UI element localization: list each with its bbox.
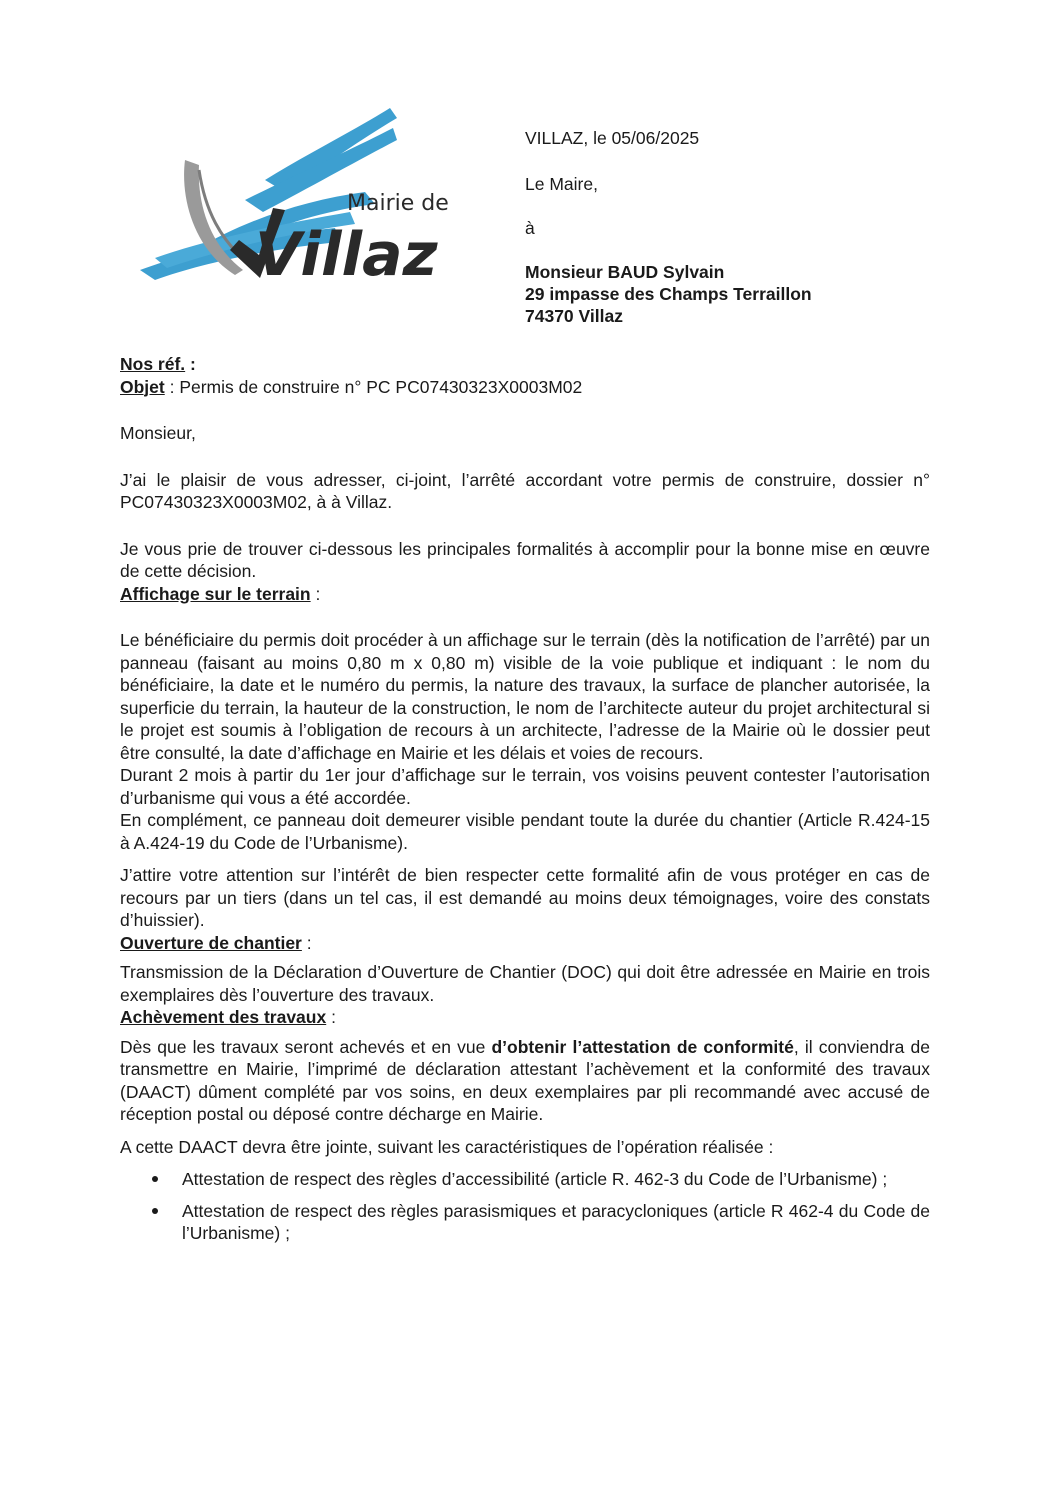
- objet-label: Objet: [120, 376, 165, 397]
- affichage-paragraph-3: En complément, ce panneau doit demeurer visible pendant toute la durée du chantier (Article R.424-15 à A.424-19 du Code de l’Urbanisme).: [120, 810, 930, 853]
- recipient-city: 74370 Villaz: [525, 306, 623, 326]
- list-item-text: Attestation de respect des règles parasismiques et paracycloniques (article R 462-4 du Code de l’Urbanisme) ;: [182, 1200, 930, 1243]
- bullet-icon: [152, 1208, 158, 1214]
- intro-paragraph-2: Je vous prie de trouver ci-dessous les principales formalités à accomplir pour la bonne mise en œuvre de cette décision.: [120, 538, 930, 581]
- mairie-de-villaz-logo: [135, 100, 475, 290]
- sender: Le Maire,: [525, 174, 598, 194]
- requirements-list: [120, 1168, 930, 1245]
- ouverture-heading-text: Ouverture de chantier: [120, 932, 302, 953]
- bullet-icon: [152, 1176, 158, 1182]
- list-item: [120, 1168, 930, 1191]
- achevement-paragraph-1: [120, 1036, 930, 1126]
- to-label: à: [525, 218, 535, 238]
- affichage-heading-text: Affichage sur le terrain: [120, 583, 311, 604]
- list-item: [120, 1200, 930, 1245]
- objet-line: [120, 376, 930, 399]
- ref-line: [120, 353, 930, 376]
- logo-line1: Mairie de: [347, 191, 449, 216]
- recipient-address: [525, 261, 995, 327]
- logo-line2: Villaz: [255, 220, 438, 290]
- achevement-p1-bold: d’obtenir l’attestation de conformité: [491, 1036, 794, 1057]
- affichage-paragraph-4: J’attire votre attention sur l’intérêt de bien respecter cette formalité afin de vous protéger en cas de recours par un tiers (dans un tel cas, il est demandé au moins deux témoignages, voire des constats d’huissier).: [120, 865, 930, 930]
- ref-sep: :: [185, 354, 196, 374]
- letter-body: [120, 353, 930, 1254]
- achevement-paragraph-2: A cette DAACT devra être jointe, suivant les caractéristiques de l’opération réalisée :: [120, 1136, 774, 1157]
- section-achevement-heading: [120, 1006, 930, 1029]
- letter-header: [525, 127, 995, 327]
- list-item-text: Attestation de respect des règles d’accessibilité (article R. 462-3 du Code de l’Urbanisme) ;: [182, 1169, 888, 1189]
- ouverture-paragraph-1: Transmission de la Déclaration d’Ouverture de Chantier (DOC) qui doit être adressée en Mairie en trois exemplaires dès l’ouverture des travaux.: [120, 962, 930, 1005]
- achevement-p1-end: , il conviendra de transmettre en Mairie, l’imprimé de déclaration attestant l’achèvement et la conformité des travaux (DAACT) dûment complété par vos soins, en deux exemplaires par pli recommandé avec accusé de réception postal ou déposé contre décharge en Mairie.: [120, 1036, 930, 1124]
- section-affichage-heading: [120, 583, 930, 606]
- achevement-heading-text: Achèvement des travaux: [120, 1007, 327, 1027]
- logo-graphic: [135, 100, 475, 290]
- achevement-p1-start: Dès que les travaux seront achevés et en vue: [120, 1036, 492, 1057]
- ref-label: Nos réf.: [120, 354, 186, 374]
- salutation: Monsieur,: [120, 423, 196, 443]
- affichage-paragraph-2: Durant 2 mois à partir du 1er jour d’affichage sur le terrain, vos voisins peuvent contester l’autorisation d’urbanisme qui vous a été accordée.: [120, 765, 930, 808]
- ouverture-heading-sep: :: [301, 932, 312, 953]
- objet-text: : Permis de construire n° PC PC07430323X0003M02: [164, 376, 583, 397]
- section-ouverture-heading: [120, 932, 930, 955]
- recipient-name: Monsieur BAUD Sylvain: [525, 262, 725, 282]
- achevement-heading-sep: :: [326, 1007, 336, 1027]
- intro-paragraph-1: J’ai le plaisir de vous adresser, ci-joint, l’arrêté accordant votre permis de construire, dossier n° PC07430323X0003M02, à à Villaz.: [120, 469, 930, 512]
- affichage-paragraph-1: Le bénéficiaire du permis doit procéder à un affichage sur le terrain (dès la notification de l’arrêté) par un panneau (faisant au moins 0,80 m x 0,80 m) visible de la voie publique et indiquant : le nom du bénéficiaire, la date et le numéro du permis, la nature des travaux, la surface de plancher autorisée, la superficie du terrain, la hauteur de la construction, le nom de l’architecte auteur du projet architectural si le projet est soumis à l’obligation de recours à un architecte, l’adresse de la Mairie où le dossier peut être consulté, la date d’affichage en Mairie et les délais et voies de recours.: [120, 630, 930, 763]
- recipient-street: 29 impasse des Champs Terraillon: [525, 284, 812, 304]
- affichage-heading-sep: :: [310, 583, 321, 604]
- place-date: VILLAZ, le 05/06/2025: [525, 128, 700, 148]
